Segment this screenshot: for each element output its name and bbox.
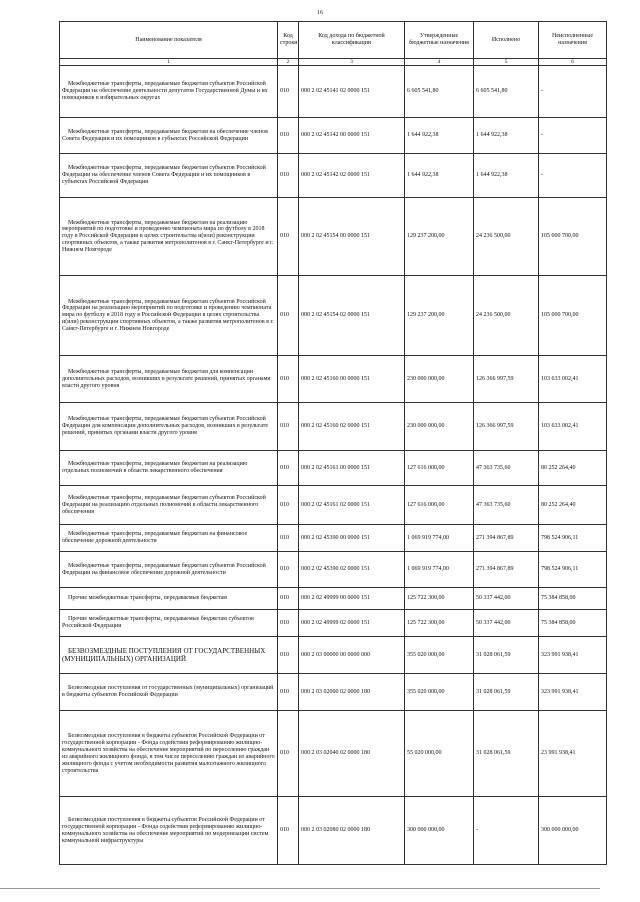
table-row	[60, 525, 607, 552]
row-line-code: 010	[278, 637, 299, 674]
row-income-code: 000 2 02 49999 02 0000 151	[299, 610, 405, 637]
row-income-code: 000 2 02 45161 00 0000 151	[299, 451, 405, 486]
column-number: 3	[299, 59, 405, 66]
table-row	[60, 588, 607, 610]
header-executed: Исполнено	[474, 22, 539, 59]
row-line-code: 010	[278, 552, 299, 588]
row-name: Межбюджетные трансферты, передаваемые бюджетам субъектов Российской Федерации на реализацию отдельных полномочий в области лекарственного обеспечения	[60, 486, 278, 525]
row-approved: 129 237 200,00	[405, 276, 474, 356]
row-name: БЕЗВОЗМЕЗДНЫЕ ПОСТУПЛЕНИЯ ОТ ГОСУДАРСТВЕННЫХ (МУНИЦИПАЛЬНЫХ) ОРГАНИЗАЦИЙ	[60, 637, 278, 674]
row-income-code: 000 2 02 45161 02 0000 151	[299, 486, 405, 525]
row-unexecuted: 103 633 002,41	[539, 356, 607, 403]
row-income-code: 000 2 03 02000 02 0000 180	[299, 674, 405, 711]
row-executed: 47 363 735,60	[474, 486, 539, 525]
row-income-code: 000 2 02 45142 02 0000 151	[299, 154, 405, 198]
row-line-code: 010	[278, 154, 299, 198]
column-number: 1	[60, 59, 278, 66]
column-number: 4	[405, 59, 474, 66]
table-row	[60, 198, 607, 276]
column-number-row	[60, 59, 607, 66]
column-number: 5	[474, 59, 539, 66]
row-executed: 6 605 541,80	[474, 66, 539, 118]
column-number: 6	[539, 59, 607, 66]
row-approved: 129 237 200,00	[405, 198, 474, 276]
row-executed: 1 644 922,38	[474, 118, 539, 154]
row-name: Межбюджетные трансферты, передаваемые бюджетам на реализацию мероприятий по подготовке и проведению чемпионата мира по футболу в 2018 году в Российской Федерации в целях строительства и(или) реконструкции спортивных объектов, а также развития метрополитенов в г. Санкт-Петербурге и г. Нижнем Новгороде	[60, 198, 278, 276]
header-unexecuted: Неисполненные назначения	[539, 22, 607, 59]
row-line-code: 010	[278, 797, 299, 865]
row-name: Межбюджетные трансферты, передаваемые бюджетам на финансовое обеспечение дорожной деятельности	[60, 525, 278, 552]
row-income-code: 000 2 02 45154 02 0000 151	[299, 276, 405, 356]
row-name: Межбюджетные трансферты, передаваемые бюджетам субъектов Российской Федерации на обеспечение членов Совета Федерации и их помощников в субъектах Российской Федерации	[60, 154, 278, 198]
row-executed: 1 644 922,38	[474, 154, 539, 198]
row-unexecuted: 75 384 858,00	[539, 588, 607, 610]
row-unexecuted: 323 991 938,41	[539, 674, 607, 711]
row-name: Безвозмездные поступления от государственных (муниципальных) организаций в бюджеты субъектов Российской Федерации	[60, 674, 278, 711]
row-executed: 24 236 500,00	[474, 198, 539, 276]
row-unexecuted: 798 524 906,11	[539, 552, 607, 588]
row-unexecuted: -	[539, 118, 607, 154]
row-approved: 230 000 000,00	[405, 356, 474, 403]
row-unexecuted: 105 000 700,00	[539, 198, 607, 276]
row-approved: 1 644 922,38	[405, 118, 474, 154]
row-income-code: 000 2 02 45142 00 0000 151	[299, 118, 405, 154]
row-approved: 125 722 300,00	[405, 588, 474, 610]
table-row	[60, 154, 607, 198]
table-row	[60, 610, 607, 637]
header-row	[60, 22, 607, 59]
row-line-code: 010	[278, 198, 299, 276]
row-line-code: 010	[278, 610, 299, 637]
row-approved: 127 616 000,00	[405, 486, 474, 525]
row-line-code: 010	[278, 711, 299, 797]
table-row	[60, 637, 607, 674]
row-income-code: 000 2 03 02040 02 0000 180	[299, 711, 405, 797]
row-approved: 55 020 000,00	[405, 711, 474, 797]
table-row	[60, 797, 607, 865]
row-name: Безвозмездные поступления в бюджеты субъектов Российской Федерации от государственной корпорации - Фонда содействия реформированию жилищно-коммунального хозяйства на обеспечение мероприятий по переселению граждан из аварийного жилищного фонда, в том числе переселению граждан из аварийного жилищного фонда с учетом необходимости развития малоэтажного жилищного строительства	[60, 711, 278, 797]
row-approved: 125 722 300,00	[405, 610, 474, 637]
row-income-code: 000 2 03 02080 02 0000 180	[299, 797, 405, 865]
row-approved: 355 020 000,00	[405, 637, 474, 674]
row-approved: 1 069 919 774,00	[405, 552, 474, 588]
footer-rule	[0, 888, 600, 889]
table-row	[60, 486, 607, 525]
row-executed: -	[474, 797, 539, 865]
row-executed: 47 363 735,60	[474, 451, 539, 486]
budget-execution-table	[59, 21, 607, 865]
row-approved: 230 000 000,00	[405, 403, 474, 451]
row-unexecuted: 80 252 264,40	[539, 486, 607, 525]
row-name: Прочие межбюджетные трансферты, передаваемые бюджетам субъектов Российской Федерации	[60, 610, 278, 637]
row-unexecuted: 23 991 938,41	[539, 711, 607, 797]
row-name: Межбюджетные трансферты, передаваемые бюджетам субъектов Российской Федерации на реализацию мероприятий по подготовке и проведению чемпионата мира по футболу в 2018 году в Российской Федерации в целях строительства и(или) реконструкции спортивных объектов, а также развития метрополитенов в г. Санкт-Петербурге и г. Нижнем Новгороде	[60, 276, 278, 356]
table-row	[60, 711, 607, 797]
row-income-code: 000 2 02 45390 02 0000 151	[299, 552, 405, 588]
row-line-code: 010	[278, 403, 299, 451]
row-approved: 1 069 919 774,00	[405, 525, 474, 552]
table-row	[60, 276, 607, 356]
row-unexecuted: -	[539, 154, 607, 198]
row-income-code: 000 2 03 00000 00 0000 000	[299, 637, 405, 674]
row-executed: 31 028 061,59	[474, 637, 539, 674]
table-row	[60, 674, 607, 711]
row-income-code: 000 2 02 45160 00 0000 151	[299, 356, 405, 403]
row-name: Межбюджетные трансферты, передаваемые бюджетам субъектов Российской Федерации на финансовое обеспечение дорожной деятельности	[60, 552, 278, 588]
row-approved: 127 616 000,00	[405, 451, 474, 486]
row-income-code: 000 2 02 49999 00 0000 151	[299, 588, 405, 610]
table-row	[60, 451, 607, 486]
row-executed: 50 337 442,00	[474, 610, 539, 637]
row-income-code: 000 2 02 45154 00 0000 151	[299, 198, 405, 276]
table-row	[60, 66, 607, 118]
row-line-code: 010	[278, 451, 299, 486]
row-unexecuted: 80 252 264,40	[539, 451, 607, 486]
row-name: Безвозмездные поступления в бюджеты субъектов Российской Федерации от государственной корпорации - Фонда содействия реформированию жилищно-коммунального хозяйства на обеспечение мероприятий по модернизации систем коммунальной инфраструктуры	[60, 797, 278, 865]
row-executed: 50 337 442,00	[474, 588, 539, 610]
table-row	[60, 552, 607, 588]
row-line-code: 010	[278, 486, 299, 525]
row-executed: 126 366 997,59	[474, 403, 539, 451]
header-line-code: Код строки	[278, 22, 299, 59]
row-executed: 271 394 867,89	[474, 525, 539, 552]
row-unexecuted: 103 633 002,41	[539, 403, 607, 451]
row-unexecuted: 798 524 906,11	[539, 525, 607, 552]
row-line-code: 010	[278, 525, 299, 552]
row-line-code: 010	[278, 356, 299, 403]
header-approved: Утвержденные бюджетные назначения	[405, 22, 474, 59]
row-line-code: 010	[278, 276, 299, 356]
row-line-code: 010	[278, 588, 299, 610]
row-name: Прочие межбюджетные трансферты, передаваемые бюджетам	[60, 588, 278, 610]
row-unexecuted: 75 384 858,00	[539, 610, 607, 637]
row-name: Межбюджетные трансферты, передаваемые бюджетам на реализацию отдельных полномочий в области лекарственного обеспечения	[60, 451, 278, 486]
column-number: 2	[278, 59, 299, 66]
row-approved: 355 020 000,00	[405, 674, 474, 711]
row-approved: 300 000 000,00	[405, 797, 474, 865]
row-income-code: 000 2 02 45141 02 0000 151	[299, 66, 405, 118]
row-unexecuted: 105 000 700,00	[539, 276, 607, 356]
row-executed: 126 366 997,59	[474, 356, 539, 403]
row-line-code: 010	[278, 674, 299, 711]
header-income-code: Код дохода по бюджетной классификации	[299, 22, 405, 59]
row-name: Межбюджетные трансферты, передаваемые бюджетам на обеспечение членов Совета Федерации и их помощников в субъектах Российской Федерации	[60, 118, 278, 154]
row-income-code: 000 2 02 45390 00 0000 151	[299, 525, 405, 552]
row-executed: 31 028 061,59	[474, 674, 539, 711]
row-line-code: 010	[278, 118, 299, 154]
row-approved: 1 644 922,38	[405, 154, 474, 198]
table-row	[60, 403, 607, 451]
row-name: Межбюджетные трансферты, передаваемые бюджетам субъектов Российской Федерации для компенсации дополнительных расходов, возникших в результате решений, принятых органами власти другого уровня	[60, 403, 278, 451]
row-line-code: 010	[278, 66, 299, 118]
row-unexecuted: 323 991 938,41	[539, 637, 607, 674]
row-name: Межбюджетные трансферты, передаваемые бюджетам для компенсации дополнительных расходов, возникших в результате решений, принятых органами власти другого уровня	[60, 356, 278, 403]
row-executed: 31 028 061,59	[474, 711, 539, 797]
table-row	[60, 118, 607, 154]
row-executed: 24 236 500,00	[474, 276, 539, 356]
row-name: Межбюджетные трансферты, передаваемые бюджетам субъектов Российской Федерации на обеспечение деятельности депутатов Государственной Думы и их помощников в избирательных округах	[60, 66, 278, 118]
page-number: 16	[317, 10, 323, 16]
table-row	[60, 356, 607, 403]
row-executed: 271 394 867,89	[474, 552, 539, 588]
header-name: Наименование показателя	[60, 22, 278, 59]
row-unexecuted: 300 000 000,00	[539, 797, 607, 865]
row-income-code: 000 2 02 45160 02 0000 151	[299, 403, 405, 451]
row-approved: 6 605 541,80	[405, 66, 474, 118]
row-unexecuted: -	[539, 66, 607, 118]
